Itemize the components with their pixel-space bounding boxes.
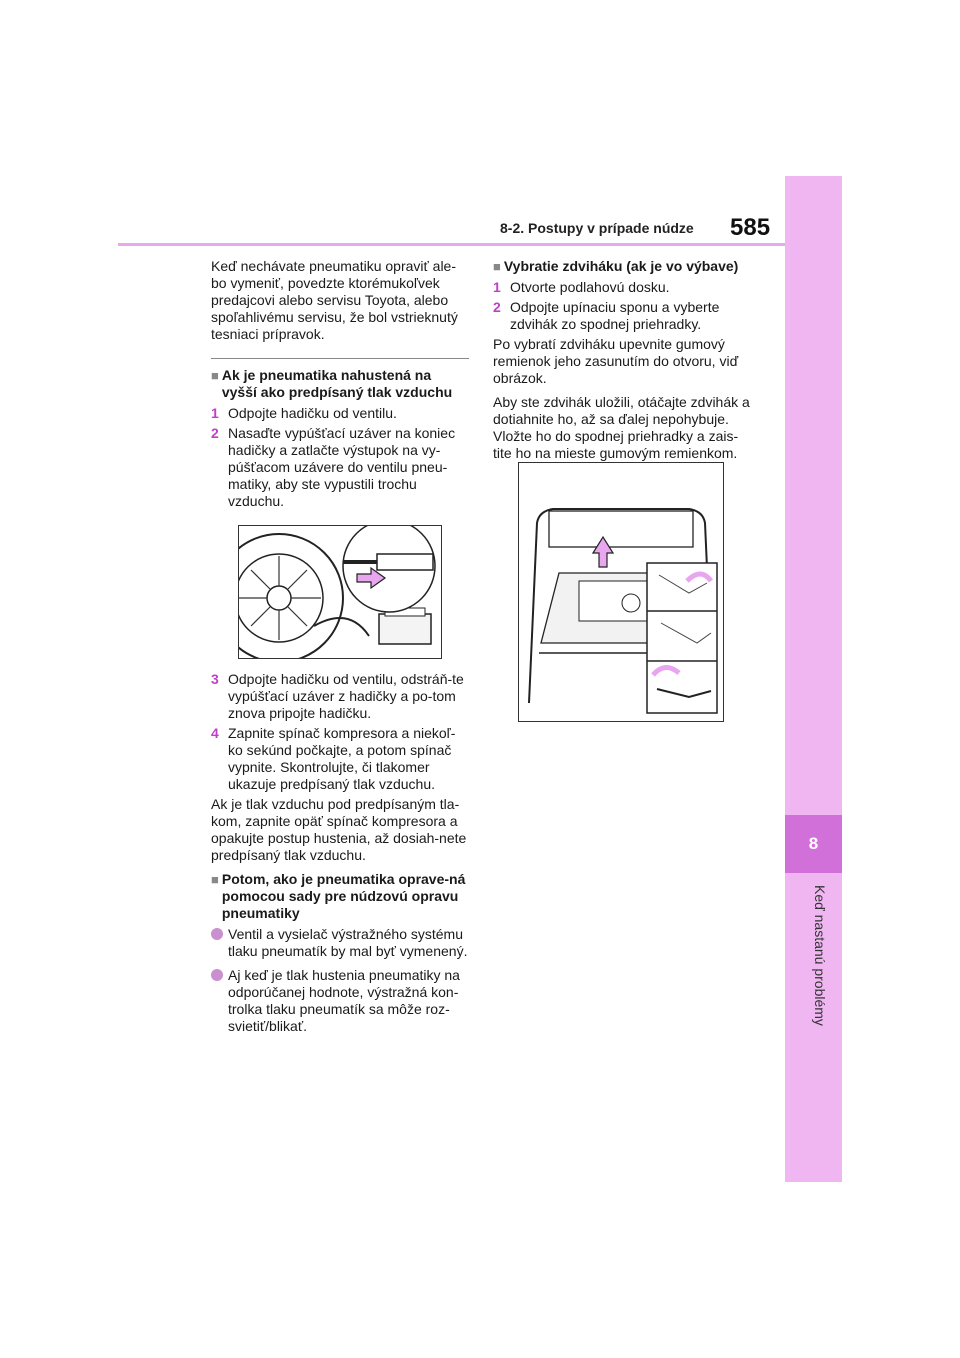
divider [211,358,469,359]
bullet-item: Aj keď je tlak hustenia pneumatiky na odporúčanej hodnote, výstražná kon-trolka tlaku pneumatík sa môže roz-svietiť/blikať. [211,967,469,1035]
bullet-item: Ventil a vysielač výstražného systému tlaku pneumatík by mal byť vymenený. [211,926,469,960]
square-bullet-icon: ■ [493,259,501,274]
jack-removal-illustration [518,462,724,722]
pressure-paragraph: Ak je tlak vzduchu pod predpísaným tla-kom, zapnite opäť spínač kompresora a opakujte postup hustenia, až dosiah-nete predpísaný tlak vzduchu. [211,796,467,863]
chapter-number: 8 [785,815,842,873]
heading-after-repair: ■ Potom, ako je pneumatika oprave-ná pomocou sady pre núdzovú opravu pneumatiky [211,871,466,921]
square-bullet-icon: ■ [211,872,219,887]
section-title: 8-2. Postupy v prípade núdze [500,220,694,236]
step-item: 3 Odpojte hadičku od ventilu, odstráň-te vypúšťací uzáver z hadičky a po-tom znova pripojte hadičku. [211,671,464,721]
step-item: 1 Odpojte hadičku od ventilu. [211,405,397,421]
side-tab [785,176,842,1182]
intro-paragraph: Keď nechávate pneumatiku opraviť ale-bo vymeniť, povedzte ktorémukoľvek predajcovi alebo servisu Toyota, alebo spoľahlivému servisu, že bol vstrieknutý tesniaci prípravok. [211,258,458,342]
heading-overinflated: ■ Ak je pneumatika nahustená na vyšší ako predpísaný tlak vzduchu [211,367,453,400]
right-column [493,258,755,469]
strap-paragraph: Po vybratí zdviháku upevnite gumový remienok jeho zasunutím do otvoru, viď obrázok. [493,336,739,386]
step-item: 4 Zapnite spínač kompresora a niekoľ-ko sekúnd počkajte, a potom spínač vypnite. Skontrolujte, či tlakomer ukazuje predpísaný tlak vzduchu. [211,725,456,792]
step-item: 2 Nasaďte vypúšťací uzáver na koniec hadičky a zatlačte výstupok na vy-púšťacom uzávere do ventilu pneu-matiky, aby ste vypustili trochu vzduchu. [211,425,456,509]
step-item: 1 Otvorte podlahovú dosku. [493,279,670,295]
chapter-label: Keď nastanú problémy [812,885,828,1026]
square-bullet-icon: ■ [211,368,219,383]
storage-paragraph: Aby ste zdvihák uložili, otáčajte zdvihák a dotiahnite ho, až sa ďalej nepohybuje. Vložte ho do spodnej priehradky a zais-tite ho na mieste gumovým remienkom. [493,394,750,461]
page-number: 585 [730,214,771,241]
heading-jack-removal: ■ Vybratie zdviháku (ak je vo výbave) [493,258,739,274]
tire-deflation-illustration [238,525,442,659]
step-item: 2 Odpojte upínaciu sponu a vyberte zdvihák zo spodnej priehradky. [493,299,720,332]
left-column [211,258,469,1042]
round-bullet-icon [211,928,223,940]
round-bullet-icon [211,969,223,981]
header-rule [118,243,785,246]
